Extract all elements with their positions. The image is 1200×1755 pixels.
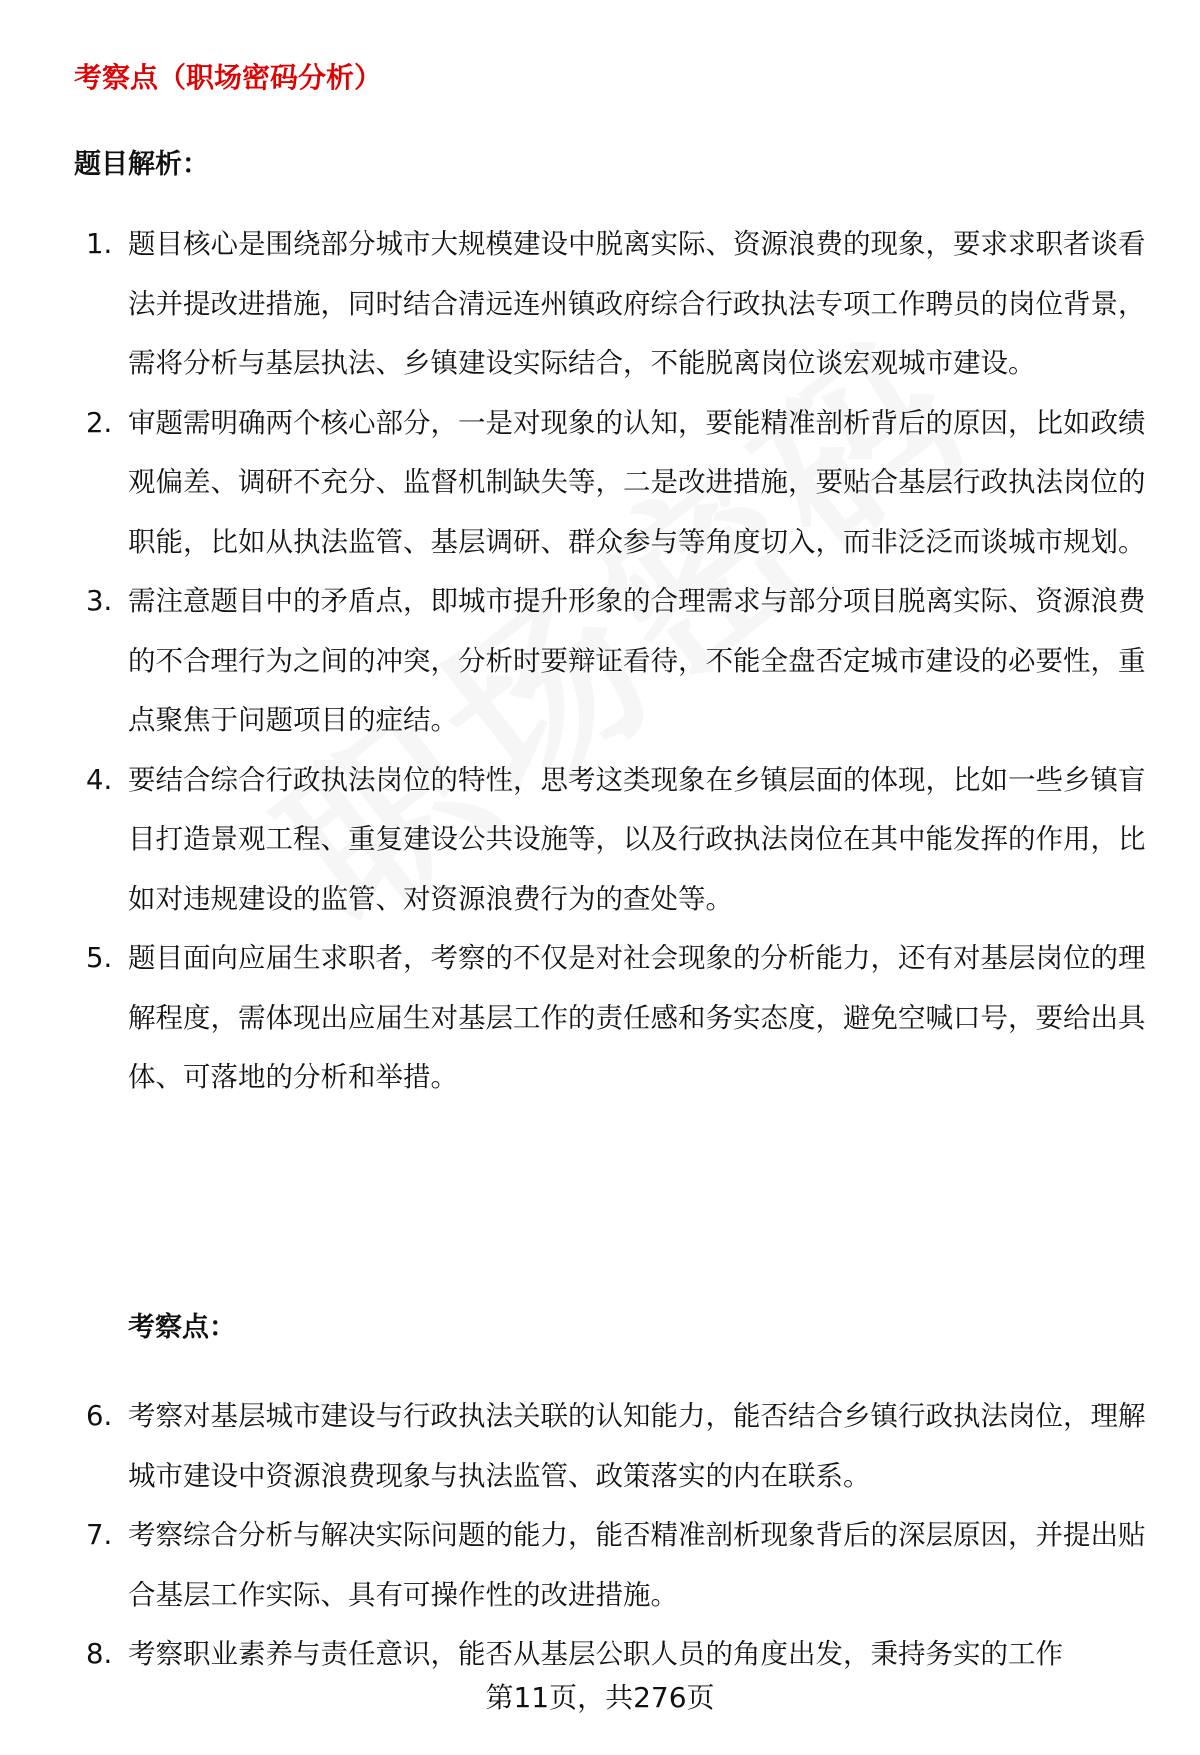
item-text: 题目面向应届生求职者，考察的不仅是对社会现象的分析能力，还有对基层岗位的理解程度，需体现出应届生对基层工作的责任感和务实态度，避免空喊口号，要给出具体、可落地的分析和举措。	[128, 942, 1146, 1093]
item-number: 3.	[86, 585, 113, 617]
item-number: 1.	[86, 228, 113, 260]
item-number: 6.	[86, 1400, 113, 1432]
item-text: 考察职业素养与责任意识，能否从基层公职人员的角度出发，秉持务实的工作	[128, 1638, 1063, 1670]
item-number: 4.	[86, 763, 113, 796]
item-text: 考察综合分析与解决实际问题的能力，能否精准剖析现象背后的深层原因，并提出贴合基层工作实际、具有可操作性的改进措施。	[128, 1519, 1146, 1611]
list-item	[74, 215, 1154, 394]
item-number: 2.	[86, 406, 113, 439]
list-item	[74, 394, 1154, 573]
item-text: 审题需明确两个核心部分，一是对现象的认知，要能精准剖析背后的原因，比如政绩观偏差、调研不充分、监督机制缺失等，二是改进措施，要贴合基层行政执法岗位的职能，比如从执法监管、基层调研、群众参与等角度切入，而非泛泛而谈城市规划。	[128, 406, 1146, 558]
page-title: 考察点（职场密码分析）	[74, 61, 383, 94]
list-item	[74, 751, 1154, 930]
list-item	[74, 929, 1154, 1108]
list-item	[74, 1387, 1154, 1506]
list-item	[74, 1506, 1154, 1625]
item-text: 需注意题目中的矛盾点，即城市提升形象的合理需求与部分项目脱离实际、资源浪费的不合理行为之间的冲突，分析时要辩证看待，不能全盘否定城市建设的必要性，重点聚焦于问题项目的症结。	[128, 585, 1146, 736]
item-number: 7.	[86, 1519, 113, 1551]
examination-list	[74, 1387, 1154, 1685]
item-text: 题目核心是围绕部分城市大规模建设中脱离实际、资源浪费的现象，要求求职者谈看法并提改进措施，同时结合清远连州镇政府综合行政执法专项工作聘员的岗位背景，需将分析与基层执法、乡镇建设实际结合，不能脱离岗位谈宏观城市建设。	[128, 228, 1146, 379]
item-number: 5.	[86, 942, 113, 974]
examination-heading: 考察点：	[128, 1312, 236, 1343]
item-number: 8.	[86, 1638, 113, 1670]
list-item	[74, 572, 1154, 751]
analysis-list	[74, 215, 1154, 1108]
item-text: 要结合综合行政执法岗位的特性，思考这类现象在乡镇层面的体现，比如一些乡镇盲目打造景观工程、重复建设公共设施等，以及行政执法岗位在其中能发挥的作用，比如对违规建设的监管、对资源浪费行为的查处等。	[128, 763, 1146, 915]
item-text: 考察对基层城市建设与行政执法关联的认知能力，能否结合乡镇行政执法岗位，理解城市建设中资源浪费现象与执法监管、政策落实的内在联系。	[128, 1400, 1146, 1492]
analysis-heading: 题目解析：	[74, 149, 209, 180]
page-footer: 第11页，共276页	[485, 1681, 715, 1714]
